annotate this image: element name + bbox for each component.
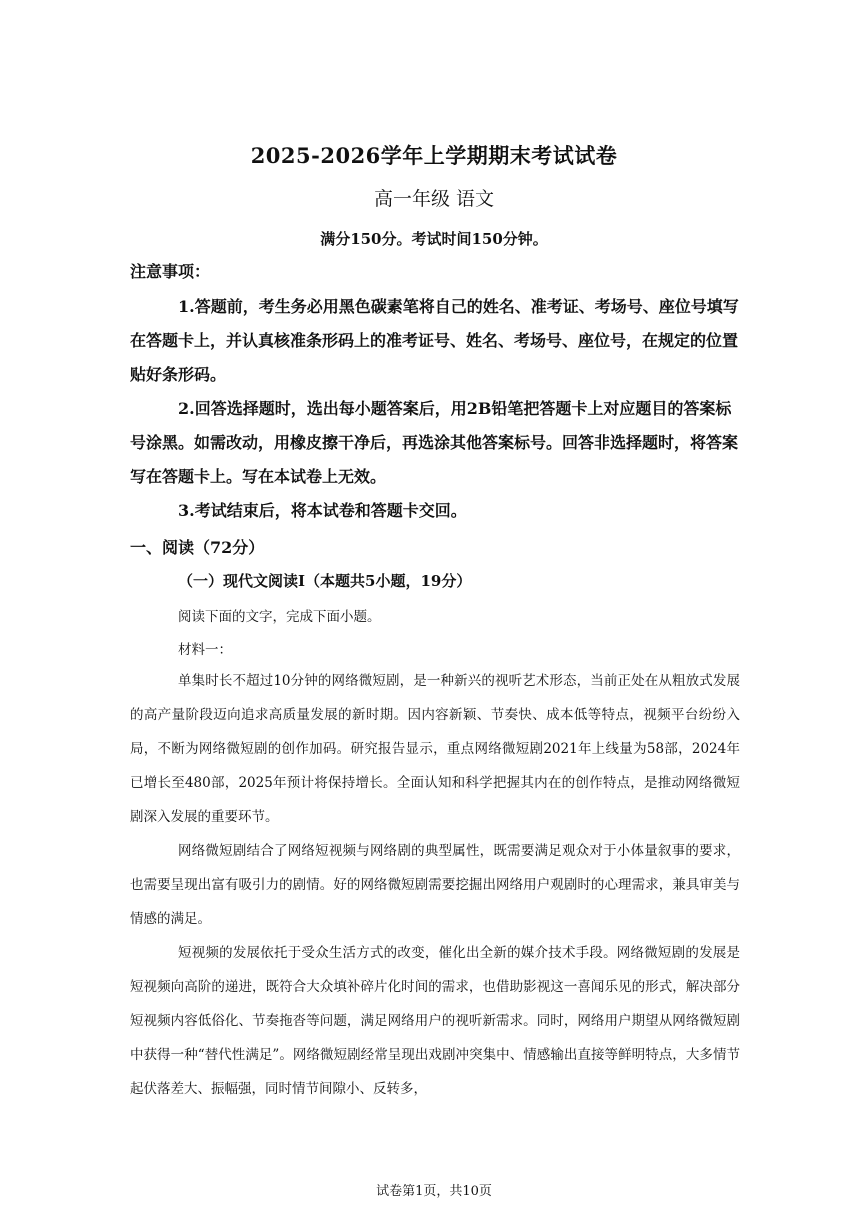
score-info: 满分150分。考试时间150分钟。 xyxy=(320,230,548,248)
notice-heading: 注意事项： xyxy=(130,262,211,281)
material-label: 材料一： xyxy=(178,642,232,658)
notice-item-2: 2.回答选择题时，选出每小题答案后，用2B铅笔把答题卡上对应题目的答案标号涂黑。如需改动，用橡皮擦干净后，再选涂其他答案标号。回答非选择题时，将答案写在答题卡上。写在本试卷上无效。 xyxy=(130,399,739,486)
exam-title: 2025-2026学年上学期期末考试试卷 xyxy=(250,143,618,168)
paragraph-1: 单集时长不超过10分钟的网络微短剧，是一种新兴的视听艺术形态，当前正处在从粗放式发展的高产量阶段迈向追求高质量发展的新时期。因内容新颖、节奏快、成本低等特点，视频平台纷纷入局，不断为网络微短剧的创作加码。研究报告显示，重点网络微短剧2021年上线量为58部，2024年已增长至480部，2025年预计将保持增长。全面认知和科学把握其内在的创作特点，是推动网络微短剧深入发展的重要环节。 xyxy=(130,673,740,825)
instruction-text: 阅读下面的文字，完成下面小题。 xyxy=(178,609,381,625)
page-footer: 试卷第1页，共10页 xyxy=(376,1184,492,1199)
section-heading: 一、阅读（72分） xyxy=(130,538,265,557)
paragraph-2: 网络微短剧结合了网络短视频与网络剧的典型属性，既需要满足观众对于小体量叙事的要求，也需要呈现出富有吸引力的剧情。好的网络微短剧需要挖掘出网络用户观剧时的心理需求，兼具审美与情感的满足。 xyxy=(130,843,740,927)
exam-subtitle: 高一年级 语文 xyxy=(373,188,495,210)
notice-item-1: 1.答题前，考生务必用黑色碳素笔将自己的姓名、准考证、考场号、座位号填写在答题卡上，并认真核准条形码上的准考证号、姓名、考场号、座位号，在规定的位置贴好条形码。 xyxy=(130,297,739,384)
notice-item-3: 3.考试结束后，将本试卷和答题卡交回。 xyxy=(178,501,467,520)
paragraph-3: 短视频的发展依托于受众生活方式的改变，催化出全新的媒介技术手段。网络微短剧的发展是短视频向高阶的递进，既符合大众填补碎片化时间的需求，也借助影视这一喜闻乐见的形式，解决部分短视频内容低俗化、节奏拖沓等问题，满足网络用户的视听新需求。同时，网络用户期望从网络微短剧中获得一种“替代性满足”。网络微短剧经常呈现出戏剧冲突集中、情感输出直接等鲜明特点，大多情节起伏落差大、振幅强，同时情节间隙小、反转多， xyxy=(130,945,740,1097)
subsection-heading: （一）现代文阅读I（本题共5小题，19分） xyxy=(178,572,472,590)
